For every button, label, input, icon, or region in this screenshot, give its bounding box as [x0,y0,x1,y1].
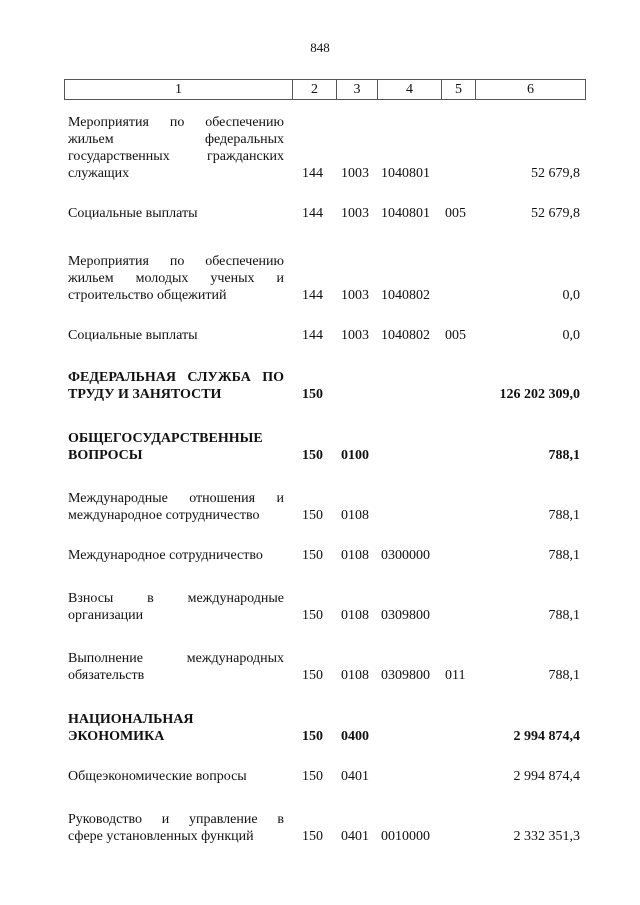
amount: 2 994 874,4 [513,769,580,784]
row-name-line: Международные отношения и [68,491,284,506]
section-code: 1003 [341,206,369,221]
column-header-2: 2 [293,80,337,100]
row-name-line: международное сотрудничество [68,508,260,523]
ministry-code: 144 [302,288,323,303]
target-code: 1040801 [381,206,430,221]
ministry-code: 150 [302,729,323,744]
section-code: 0108 [341,668,369,683]
row-name-line: ВОПРОСЫ [68,448,143,463]
target-code: 1040801 [381,166,430,181]
ministry-code: 150 [302,608,323,623]
page-number: 848 [310,40,330,55]
row-name [68,430,284,464]
table-row [0,711,640,745]
row-name [68,768,284,785]
ministry-code: 150 [302,508,323,523]
target-code: 0300000 [381,548,430,563]
section-code: 1003 [341,166,369,181]
row-name [68,590,284,624]
amount: 788,1 [548,668,580,683]
column-header-3: 3 [337,80,378,100]
expense-type-code: 005 [445,206,466,221]
row-name-line: обязательств [68,668,145,683]
amount: 788,1 [548,448,580,463]
column-header-table [64,79,586,100]
table-row [0,650,640,684]
column-header-5: 5 [442,80,476,100]
amount: 52 679,8 [531,206,580,221]
row-name-line: ЭКОНОМИКА [68,729,165,744]
row-name-line: жильем федеральных [68,132,284,147]
amount: 52 679,8 [531,166,580,181]
amount: 2 994 874,4 [513,729,580,744]
row-name [68,711,284,745]
amount: 0,0 [562,328,580,343]
row-name-line: ОБЩЕГОСУДАРСТВЕННЫЕ [68,431,263,446]
row-name [68,490,284,524]
ministry-code: 150 [302,668,323,683]
amount: 788,1 [548,508,580,523]
amount: 2 332 351,3 [513,829,580,844]
target-code: 0309800 [381,668,430,683]
row-name-line: сфере установленных функций [68,829,254,844]
target-code: 0010000 [381,829,430,844]
ministry-code: 150 [302,769,323,784]
row-name-line: жильем молодых ученых и [68,271,284,286]
row-name-line: Международное сотрудничество [68,548,263,563]
target-code: 1040802 [381,288,430,303]
table-row [0,490,640,524]
row-name-line: государственных гражданских [68,149,284,164]
table-row [0,369,640,403]
table-row [0,590,640,624]
row-name [68,547,284,564]
ministry-code: 150 [302,548,323,563]
amount: 788,1 [548,608,580,623]
amount: 0,0 [562,288,580,303]
row-name-line: Руководство и управление в [68,812,284,827]
ministry-code: 150 [302,829,323,844]
table-row [0,114,640,182]
row-name [68,650,284,684]
target-code: 1040802 [381,328,430,343]
column-header-6: 6 [476,80,586,100]
target-code: 0309800 [381,608,430,623]
column-header-1: 1 [65,80,293,100]
amount: 126 202 309,0 [499,387,580,402]
row-name [68,205,284,222]
row-name-line: строительство общежитий [68,288,227,303]
row-name [68,114,284,182]
table-row [0,768,640,785]
ministry-code: 150 [302,448,323,463]
table-row [0,811,640,845]
section-code: 0108 [341,548,369,563]
table-row [0,205,640,222]
row-name-line: Мероприятия по обеспечению [68,115,284,130]
row-name [68,253,284,304]
row-name-line: организации [68,608,144,623]
column-header-4: 4 [378,80,442,100]
table-row [0,253,640,304]
section-code: 1003 [341,288,369,303]
expense-type-code: 011 [445,668,466,683]
row-name [68,327,284,344]
row-name-line: Социальные выплаты [68,206,198,221]
section-code: 0401 [341,769,369,784]
row-name-line: ФЕДЕРАЛЬНАЯ СЛУЖБА ПО [68,370,284,385]
row-name-line: Выполнение международных [68,651,284,666]
ministry-code: 144 [302,328,323,343]
ministry-code: 144 [302,206,323,221]
section-code: 0108 [341,508,369,523]
section-code: 0108 [341,608,369,623]
amount: 788,1 [548,548,580,563]
ministry-code: 150 [302,387,323,402]
section-code: 0400 [341,729,369,744]
table-row [0,547,640,564]
row-name [68,811,284,845]
column-header-row [65,80,586,100]
row-name-line: ТРУДУ И ЗАНЯТОСТИ [68,387,222,402]
ministry-code: 144 [302,166,323,181]
row-name [68,369,284,403]
section-code: 1003 [341,328,369,343]
table-row [0,430,640,464]
row-name-line: служащих [68,166,130,181]
row-name-line: Взносы в международные [68,591,284,606]
row-name-line: Социальные выплаты [68,328,198,343]
section-code: 0401 [341,829,369,844]
table-row [0,327,640,344]
section-code: 0100 [341,448,369,463]
row-name-line: Общеэкономические вопросы [68,769,247,784]
row-name-line: Мероприятия по обеспечению [68,254,284,269]
expense-type-code: 005 [445,328,466,343]
row-name-line: НАЦИОНАЛЬНАЯ [68,712,194,727]
